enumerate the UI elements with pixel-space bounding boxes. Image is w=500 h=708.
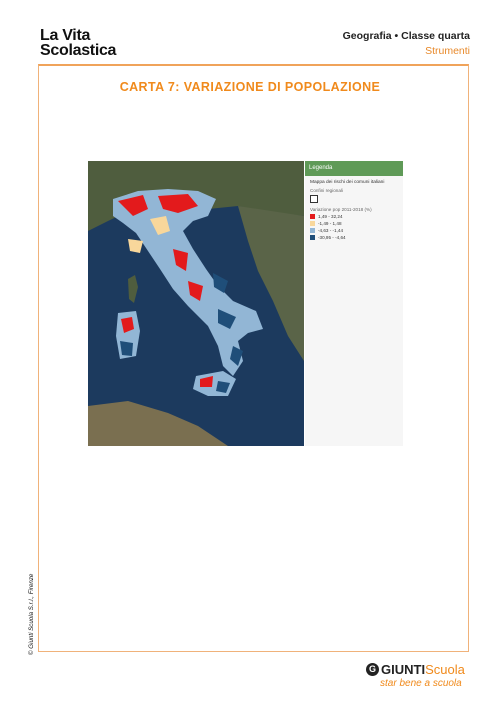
section-label: Strumenti	[425, 45, 470, 57]
la-vita-scolastica-logo	[40, 28, 130, 60]
legend-class-row	[310, 228, 398, 233]
slogan: star bene a scuola	[380, 678, 462, 689]
giunti-g-icon: G	[366, 663, 379, 676]
legend-boundaries-label: Confini regionali	[310, 188, 343, 193]
map-image	[88, 161, 304, 446]
legend-class-list	[310, 214, 398, 240]
legend-swatch	[310, 221, 315, 226]
legend-class-row	[310, 214, 398, 219]
legend-variation-label: Variazione pop 2011-2018 (%)	[310, 207, 372, 212]
map-legend	[305, 161, 403, 446]
giunti-scuola-logo	[366, 662, 476, 694]
logo-line-1: La Vita	[40, 27, 91, 44]
subject-label: Geografia • Classe quarta	[342, 30, 470, 42]
corsica	[128, 275, 138, 303]
logo-line-2: Scolastica	[40, 42, 117, 59]
legend-class-label: -30,95 - -4,64	[318, 235, 346, 240]
legend-class-row	[310, 235, 398, 240]
legend-swatch	[310, 214, 315, 219]
legend-header: Legenda	[305, 161, 403, 176]
legend-class-label: -4,63 - -1,44	[318, 228, 344, 233]
giunti-scuola-wordmark	[366, 662, 476, 677]
legend-body	[305, 176, 403, 244]
legend-map-title: Mappa dei rischi dei comuni italiani	[310, 180, 385, 185]
giunti-word: GIUNTI	[381, 662, 426, 677]
legend-swatch	[310, 228, 315, 233]
page-title: CARTA 7: VARIAZIONE DI POPOLAZIONE	[119, 80, 381, 94]
legend-class-row	[310, 221, 398, 226]
copyright-text: © Giunti Scuola S.r.l., Firenze	[28, 573, 35, 655]
italy-map-svg	[88, 161, 304, 446]
legend-class-label: -1,49 - 1,48	[318, 221, 342, 226]
scuola-word: Scuola	[425, 662, 465, 677]
legend-swatch	[310, 235, 315, 240]
liguria-yellow-patch	[128, 239, 143, 253]
balkans-land	[238, 206, 304, 361]
africa-land	[88, 401, 228, 446]
legend-boundaries-swatch	[310, 195, 318, 203]
sardinia-dark-patch	[120, 341, 133, 356]
header-info	[343, 30, 470, 57]
legend-class-label: 1,49 - 32,24	[318, 214, 343, 219]
